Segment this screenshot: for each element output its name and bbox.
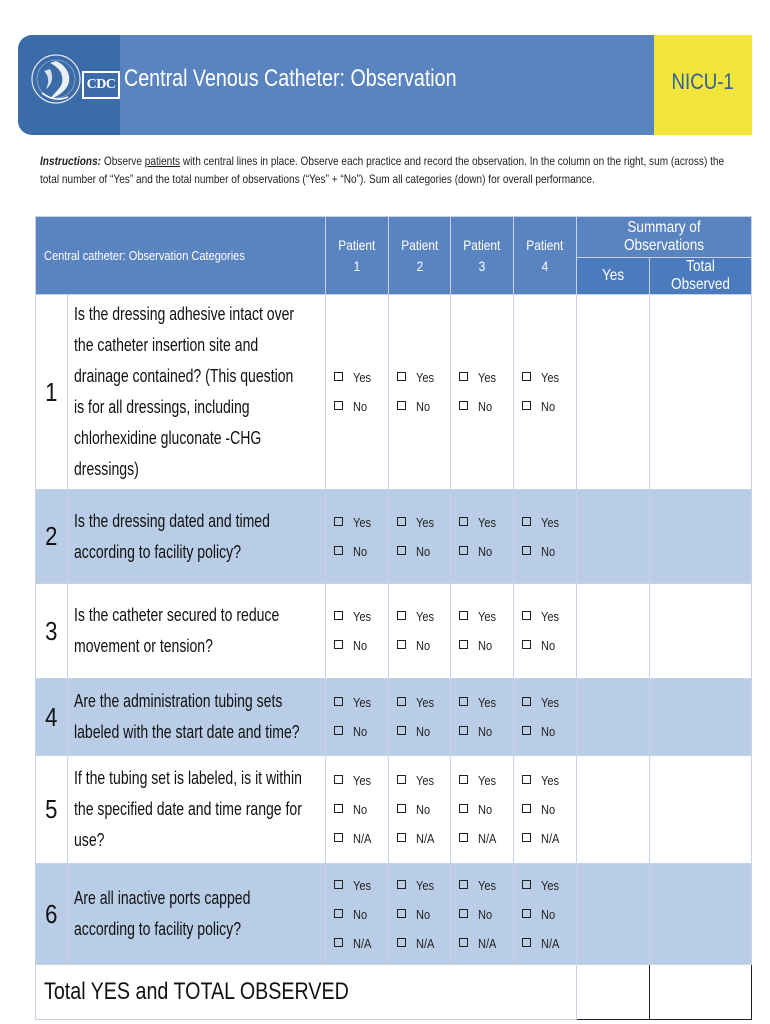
checkbox-icon[interactable]	[334, 517, 343, 526]
form-header	[18, 35, 752, 135]
option-checkbox[interactable]	[397, 900, 450, 929]
checkbox-icon[interactable]	[522, 909, 531, 918]
patient-2-options	[389, 490, 451, 584]
option-label: No	[353, 638, 368, 653]
checkbox-icon[interactable]	[522, 517, 531, 526]
option-checkbox[interactable]	[397, 766, 450, 795]
option-label: N/A	[353, 935, 372, 951]
checkbox-icon[interactable]	[459, 726, 468, 735]
checkbox-icon[interactable]	[397, 372, 406, 381]
summary-yes-cell[interactable]	[577, 679, 650, 756]
total-label: Total YES and TOTAL OBSERVED	[36, 965, 577, 1020]
option-checkbox[interactable]	[459, 929, 513, 958]
checkbox-icon[interactable]	[459, 640, 468, 649]
checkbox-icon[interactable]	[522, 372, 531, 381]
option-checkbox[interactable]	[522, 824, 576, 853]
option-label: Yes	[478, 877, 497, 893]
option-label: No	[541, 724, 556, 739]
question-text: Is the dressing adhesive intact over the catheter insertion site and drainage contained? (This question is for all dressings, including chlorhexidine gluconate -CHG dressings)	[68, 295, 326, 490]
instructions-label: Instructions:	[40, 154, 102, 168]
checkbox-icon[interactable]	[397, 833, 406, 842]
option-checkbox[interactable]	[334, 871, 388, 900]
checkbox-icon[interactable]	[459, 401, 468, 410]
option-label: Yes	[353, 370, 372, 385]
option-label: Yes	[416, 370, 435, 385]
table-row	[36, 756, 752, 864]
table-row	[36, 295, 752, 490]
table-row	[36, 490, 752, 584]
option-checkbox[interactable]	[459, 717, 513, 746]
option-label: No	[541, 638, 556, 653]
patient-2-options	[389, 679, 451, 756]
patient-2-options	[389, 584, 451, 679]
checkbox-icon[interactable]	[334, 401, 343, 410]
option-checkbox[interactable]	[459, 602, 513, 631]
option-checkbox[interactable]	[459, 508, 513, 537]
category-header: Central catheter: Observation Categories	[36, 217, 326, 295]
checkbox-icon[interactable]	[397, 401, 406, 410]
option-checkbox[interactable]	[459, 795, 513, 824]
question-text: Are all inactive ports capped according to facility policy?	[68, 864, 326, 965]
option-label: No	[541, 802, 556, 817]
checkbox-icon[interactable]	[459, 697, 468, 706]
checkbox-icon[interactable]	[334, 775, 343, 784]
option-checkbox[interactable]	[397, 717, 450, 746]
option-checkbox[interactable]	[397, 688, 450, 717]
checkbox-icon[interactable]	[397, 611, 406, 620]
option-checkbox[interactable]	[459, 363, 513, 392]
checkbox-icon[interactable]	[334, 372, 343, 381]
option-checkbox[interactable]	[522, 537, 576, 566]
option-checkbox[interactable]	[334, 631, 388, 660]
checkbox-icon[interactable]	[334, 804, 343, 813]
option-label: No	[478, 906, 493, 922]
option-label: Yes	[416, 609, 435, 624]
option-label: Yes	[541, 695, 560, 710]
option-checkbox[interactable]	[522, 795, 576, 824]
option-checkbox[interactable]	[397, 795, 450, 824]
summary-total-cell[interactable]	[650, 679, 752, 756]
option-checkbox[interactable]	[522, 900, 576, 929]
option-checkbox[interactable]	[334, 824, 388, 853]
patient-4-options	[514, 295, 577, 490]
form-id-badge	[654, 35, 752, 135]
checkbox-icon[interactable]	[522, 726, 531, 735]
patient-2-options	[389, 295, 451, 490]
checkbox-icon[interactable]	[459, 546, 468, 555]
option-label: Yes	[541, 773, 560, 788]
checkbox-icon[interactable]	[522, 401, 531, 410]
option-label: No	[353, 802, 368, 817]
row-number: 4	[36, 679, 68, 756]
option-checkbox[interactable]	[334, 766, 388, 795]
option-checkbox[interactable]	[522, 929, 576, 958]
checkbox-icon[interactable]	[334, 880, 343, 889]
total-observed-cell[interactable]	[650, 965, 752, 1020]
checkbox-icon[interactable]	[334, 640, 343, 649]
patient-3-options	[451, 679, 514, 756]
patient-4-options	[514, 490, 577, 584]
patient-3-options	[451, 490, 514, 584]
summary-header: Summary of Observations	[577, 217, 752, 258]
instructions-emphasis: patients	[144, 154, 181, 168]
summary-yes-cell[interactable]	[577, 756, 650, 864]
option-checkbox[interactable]	[522, 508, 576, 537]
option-label: No	[416, 802, 431, 817]
table-row	[36, 584, 752, 679]
option-label: N/A	[353, 831, 372, 846]
summary-total-cell[interactable]	[650, 864, 752, 965]
checkbox-icon[interactable]	[459, 833, 468, 842]
patient-header-4: Patient 4	[514, 217, 577, 295]
checkbox-icon[interactable]	[334, 938, 343, 947]
option-label: No	[416, 724, 431, 739]
checkbox-icon[interactable]	[459, 372, 468, 381]
option-label: No	[353, 906, 368, 922]
option-label: No	[353, 399, 368, 414]
patient-1-options	[326, 490, 389, 584]
option-label: Yes	[416, 695, 435, 710]
checkbox-icon[interactable]	[334, 697, 343, 706]
patient-4-options	[514, 864, 577, 965]
checkbox-icon[interactable]	[522, 611, 531, 620]
option-label: Yes	[478, 514, 497, 530]
option-checkbox[interactable]	[459, 537, 513, 566]
option-checkbox[interactable]	[459, 688, 513, 717]
option-label: No	[416, 906, 431, 922]
checkbox-icon[interactable]	[397, 640, 406, 649]
option-label: N/A	[541, 935, 560, 951]
patient-3-options	[451, 584, 514, 679]
option-checkbox[interactable]	[459, 900, 513, 929]
summary-yes-cell[interactable]	[577, 295, 650, 490]
row-number: 2	[36, 490, 68, 584]
option-checkbox[interactable]	[334, 392, 388, 421]
option-checkbox[interactable]	[397, 508, 450, 537]
instructions-pre: Observe	[103, 154, 142, 168]
cdc-logo	[18, 35, 120, 135]
option-checkbox[interactable]	[397, 537, 450, 566]
form-id-label: NICU-1	[671, 69, 735, 94]
question-text: Is the dressing dated and timed according to facility policy?	[68, 490, 326, 584]
checkbox-icon[interactable]	[334, 833, 343, 842]
checkbox-icon[interactable]	[522, 640, 531, 649]
summary-total-header: Total Observed	[650, 258, 752, 295]
question-text: If the tubing set is labeled, is it within the specified date and time range for use?	[68, 756, 326, 864]
patient-1-options	[326, 679, 389, 756]
checkbox-icon[interactable]	[522, 546, 531, 555]
option-label: No	[478, 802, 493, 817]
checkbox-icon[interactable]	[397, 697, 406, 706]
option-label: Yes	[353, 773, 372, 788]
patient-header-3: Patient 3	[451, 217, 514, 295]
summary-yes-header: Yes	[577, 258, 650, 295]
option-label: No	[541, 543, 556, 559]
row-number: 6	[36, 864, 68, 965]
checkbox-icon[interactable]	[397, 938, 406, 947]
option-checkbox[interactable]	[334, 363, 388, 392]
option-label: Yes	[541, 514, 560, 530]
patient-1-options	[326, 295, 389, 490]
option-checkbox[interactable]	[334, 795, 388, 824]
option-label: Yes	[353, 877, 372, 893]
option-label: N/A	[541, 831, 560, 846]
checkbox-icon[interactable]	[397, 726, 406, 735]
checkbox-icon[interactable]	[459, 517, 468, 526]
option-checkbox[interactable]	[397, 871, 450, 900]
table-row	[36, 864, 752, 965]
option-checkbox[interactable]	[459, 871, 513, 900]
option-label: No	[353, 724, 368, 739]
patient-header-2: Patient 2	[389, 217, 451, 295]
checkbox-icon[interactable]	[459, 804, 468, 813]
option-label: No	[541, 399, 556, 414]
patient-3-options	[451, 756, 514, 864]
option-checkbox[interactable]	[334, 537, 388, 566]
checkbox-icon[interactable]	[522, 880, 531, 889]
option-label: No	[478, 724, 493, 739]
option-label: No	[416, 638, 431, 653]
option-label: No	[478, 638, 493, 653]
summary-total-cell[interactable]	[650, 295, 752, 490]
checkbox-icon[interactable]	[397, 804, 406, 813]
checkbox-icon[interactable]	[334, 546, 343, 555]
checkbox-icon[interactable]	[459, 611, 468, 620]
row-number: 5	[36, 756, 68, 864]
checkbox-icon[interactable]	[522, 833, 531, 842]
question-text: Is the catheter secured to reduce movement or tension?	[68, 584, 326, 679]
option-label: Yes	[416, 514, 435, 530]
instructions	[40, 152, 737, 188]
option-checkbox[interactable]	[334, 602, 388, 631]
option-checkbox[interactable]	[397, 392, 450, 421]
patient-4-options	[514, 756, 577, 864]
option-checkbox[interactable]	[334, 900, 388, 929]
option-checkbox[interactable]	[397, 363, 450, 392]
row-number: 3	[36, 584, 68, 679]
summary-total-cell[interactable]	[650, 756, 752, 864]
checkbox-icon[interactable]	[334, 909, 343, 918]
checkbox-icon[interactable]	[522, 775, 531, 784]
option-checkbox[interactable]	[397, 929, 450, 958]
option-checkbox[interactable]	[397, 602, 450, 631]
form-title: Central Venous Catheter: Observation	[124, 65, 457, 92]
option-checkbox[interactable]	[522, 392, 576, 421]
patient-4-options	[514, 679, 577, 756]
patient-3-options	[451, 864, 514, 965]
option-checkbox[interactable]	[522, 602, 576, 631]
checkbox-icon[interactable]	[334, 726, 343, 735]
option-label: N/A	[478, 935, 497, 951]
summary-total-cell[interactable]	[650, 490, 752, 584]
patient-2-options	[389, 756, 451, 864]
option-checkbox[interactable]	[334, 717, 388, 746]
instructions-body: with central lines in place. Observe each practice and record the observation. In the column on the right, sum (across) the total number of “Yes” and the total number of observations (“Yes” + “No”). Sum all categories (down) for overall performance.	[40, 154, 725, 186]
option-checkbox[interactable]	[522, 363, 576, 392]
row-number: 1	[36, 295, 68, 490]
option-checkbox[interactable]	[522, 688, 576, 717]
checkbox-icon[interactable]	[459, 909, 468, 918]
cdc-wordmark: CDC	[82, 71, 120, 99]
option-checkbox[interactable]	[522, 766, 576, 795]
option-checkbox[interactable]	[459, 766, 513, 795]
option-label: No	[353, 543, 368, 559]
option-label: Yes	[478, 695, 497, 710]
summary-yes-cell[interactable]	[577, 864, 650, 965]
option-label: No	[541, 906, 556, 922]
option-checkbox[interactable]	[522, 871, 576, 900]
option-label: Yes	[416, 773, 435, 788]
option-label: Yes	[541, 609, 560, 624]
checkbox-icon[interactable]	[334, 611, 343, 620]
patient-4-options	[514, 584, 577, 679]
checkbox-icon[interactable]	[522, 938, 531, 947]
checkbox-icon[interactable]	[522, 697, 531, 706]
patient-1-options	[326, 584, 389, 679]
checkbox-icon[interactable]	[397, 909, 406, 918]
question-text: Are the administration tubing sets labeled with the start date and time?	[68, 679, 326, 756]
option-label: Yes	[478, 609, 497, 624]
patient-1-options	[326, 864, 389, 965]
option-label: N/A	[416, 831, 435, 846]
option-checkbox[interactable]	[397, 631, 450, 660]
option-label: Yes	[353, 695, 372, 710]
checkbox-icon[interactable]	[397, 775, 406, 784]
option-label: Yes	[416, 877, 435, 893]
option-checkbox[interactable]	[522, 717, 576, 746]
checkbox-icon[interactable]	[397, 517, 406, 526]
option-label: Yes	[353, 609, 372, 624]
option-checkbox[interactable]	[334, 508, 388, 537]
patient-header-1: Patient 1	[326, 217, 389, 295]
hhs-seal-icon	[28, 49, 84, 121]
checkbox-icon[interactable]	[459, 938, 468, 947]
option-label: No	[416, 399, 431, 414]
option-label: Yes	[353, 514, 372, 530]
option-checkbox[interactable]	[397, 824, 450, 853]
table-row	[36, 679, 752, 756]
option-label: Yes	[478, 773, 497, 788]
summary-yes-cell[interactable]	[577, 490, 650, 584]
option-label: N/A	[416, 935, 435, 951]
patient-3-options	[451, 295, 514, 490]
option-label: No	[478, 543, 493, 559]
option-label: N/A	[478, 831, 497, 846]
checkbox-icon[interactable]	[522, 804, 531, 813]
option-checkbox[interactable]	[522, 631, 576, 660]
option-checkbox[interactable]	[459, 392, 513, 421]
checkbox-icon[interactable]	[397, 880, 406, 889]
option-label: No	[478, 399, 493, 414]
option-label: Yes	[541, 370, 560, 385]
option-checkbox[interactable]	[459, 631, 513, 660]
option-label: Yes	[541, 877, 560, 893]
option-checkbox[interactable]	[334, 688, 388, 717]
option-checkbox[interactable]	[334, 929, 388, 958]
observation-table	[35, 216, 752, 1020]
checkbox-icon[interactable]	[459, 880, 468, 889]
checkbox-icon[interactable]	[459, 775, 468, 784]
patient-2-options	[389, 864, 451, 965]
checkbox-icon[interactable]	[397, 546, 406, 555]
patient-1-options	[326, 756, 389, 864]
total-yes-cell[interactable]	[577, 965, 650, 1020]
option-checkbox[interactable]	[459, 824, 513, 853]
option-label: No	[416, 543, 431, 559]
summary-total-cell[interactable]	[650, 584, 752, 679]
option-label: Yes	[478, 370, 497, 385]
summary-yes-cell[interactable]	[577, 584, 650, 679]
